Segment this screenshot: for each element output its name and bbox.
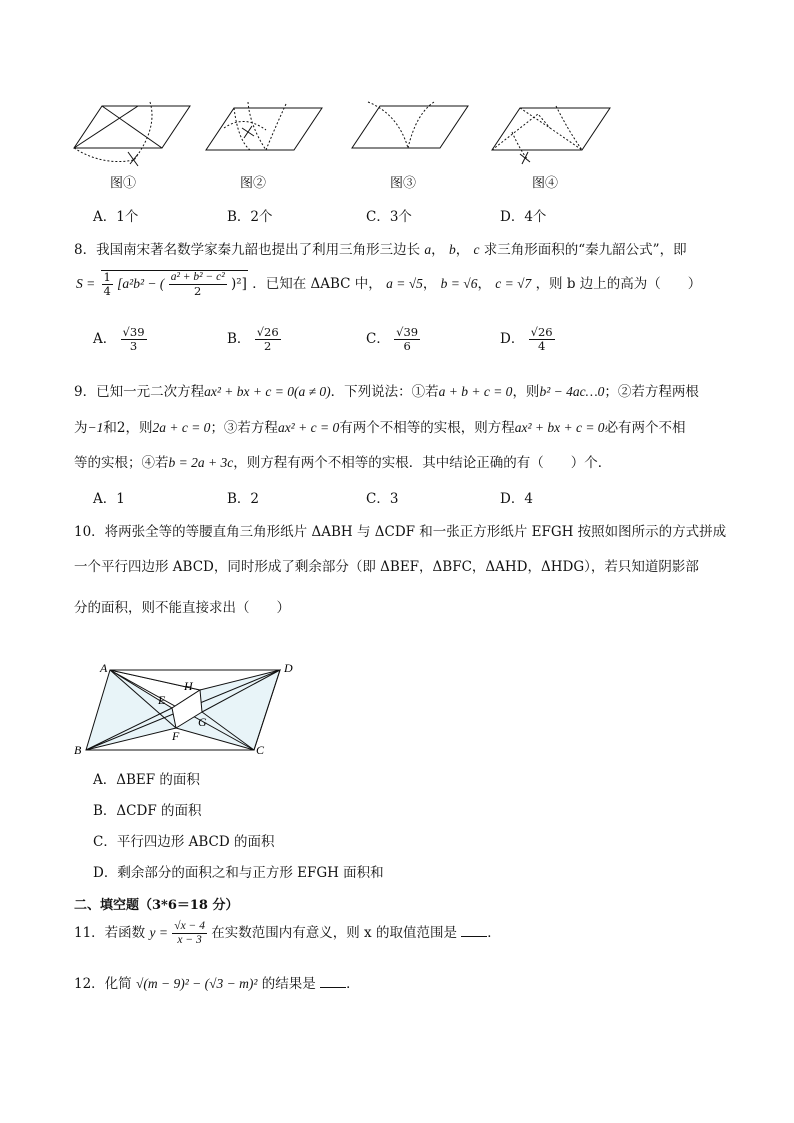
q7-option-b: B．2个: [227, 209, 273, 225]
q7-caption-4: 图④: [532, 176, 559, 191]
q8-option-c: C． $\frac{√39}{6}$: [366, 325, 419, 354]
q11-answer-blank[interactable]: [461, 924, 487, 937]
q7-caption-1: 图①: [110, 176, 137, 191]
q8-var-c: c: [473, 242, 480, 257]
q10-option-d: D．剩余部分的面积之和与正方形 EFGH 面积和: [93, 865, 384, 881]
q7-figure-1: [72, 100, 192, 170]
q8-formula-line: S = $\frac{1}{4}$ [a²b² − ( $\frac{\text{a² + b² − c²}}{2}$ )²] ．已知在 ΔABC 中， a = √5， b = √6， c = √7 ，则 b 边上的高为（ ）: [76, 270, 702, 299]
q10-line-1: 10．将两张全等的等腰直角三角形纸片 ΔABH 与 ΔCDF 和一张正方形纸片 EFGH 按照如图所示的方式拼成: [74, 524, 727, 540]
q8-option-d: D． $\frac{√26}{4}$: [500, 325, 553, 354]
q10-label-g: G: [198, 715, 207, 729]
q8-given: ．已知在 ΔABC 中，: [252, 276, 382, 293]
q10-line-3: 分的面积，则不能直接求出（ ）: [74, 600, 290, 616]
q11-line: 11．若函数 y = $\frac{√x - 4}{x - 3}$ 在实数范围内有意义，则 x 的取值范围是 ．: [74, 920, 501, 947]
q10-line-2: 一个平行四边形 ABCD，同时形成了剩余部分（即 ΔBEF，ΔBFC，ΔAHD，ΔHDG），若只知道阴影部: [74, 559, 699, 575]
q8-var-b: b: [448, 242, 456, 257]
q10-option-a: A．ΔBEF 的面积: [93, 772, 200, 788]
q7-figure-3: [350, 100, 470, 170]
q10-label-a: A: [100, 661, 108, 675]
q7-option-a: A．1个: [93, 209, 139, 225]
q8-var-a: a: [424, 242, 432, 257]
q7-figure-4: [490, 100, 614, 170]
q7-option-d: D．4个: [500, 209, 547, 225]
q9-option-b: B．2: [227, 491, 260, 507]
q10-label-d: D: [284, 661, 293, 675]
q8-a-value: a = √5: [386, 276, 423, 292]
q10-label-f: F: [172, 729, 180, 743]
q8-c-value: c = √7: [495, 276, 532, 292]
q8-text-2: 求三角形面积的“秦九韶公式”，即: [483, 242, 687, 258]
q8-formula-inner: $\frac{\text{a² + b² − c²}}{2}$: [170, 271, 225, 299]
q8-line-1: 8．我国南宋著名数学家秦九韶也提出了利用三角形三边长 a， b， c 求三角形面积的“秦九韶公式”，即: [74, 242, 687, 258]
q11-fraction: $\frac{√x - 4}{x - 3}$: [174, 920, 205, 947]
q8-formula-quarter: $\frac{1}{4}$: [103, 270, 111, 299]
q9-line-3: 等的实根；④若b = 2a + 3c，则方程有两个不相等的实根．其中结论正确的有（ ）个．: [74, 455, 612, 471]
q9-option-d: D．4: [500, 491, 533, 507]
q9-option-a: A．1: [93, 491, 125, 507]
q9-line-2: 为−1和2，则2a + c = 0；③若方程ax² + c = 0有两个不相等的实根，则方程ax² + bx + c = 0必有两个不相: [74, 420, 686, 436]
section-title: 二、填空题（3*6＝18 分）: [74, 898, 239, 913]
q10-label-c: C: [256, 743, 265, 757]
q8-b-value: b = √6: [440, 276, 478, 292]
q9-option-c: C．3: [366, 491, 399, 507]
q8-formula-root: $\frac{1}{4}$ [a²b² − ( $\frac{\text{a² + b² − c²}}{2}$ )²]: [101, 270, 248, 298]
q10-option-b: B．ΔCDF 的面积: [93, 803, 202, 819]
q10-label-e: E: [158, 693, 166, 707]
q8-text-1: 8．我国南宋著名数学家秦九韶也提出了利用三角形三边长: [74, 242, 421, 258]
q9-line-1: 9．已知一元二次方程ax² + bx + c = 0(a ≠ 0)．下列说法：①若a + b + c = 0，则b² − 4ac…0；②若方程两根: [74, 384, 699, 400]
q8-formula-prefix: S =: [76, 276, 96, 292]
q7-option-c: C．3个: [366, 209, 412, 225]
q8-ask: ，则 b 边上的高为（ ）: [535, 276, 702, 293]
q12-line: 12．化简 √(m − 9)² − (√3 − m)² 的结果是 ．: [74, 976, 360, 992]
q10-option-c: C．平行四边形 ABCD 的面积: [93, 834, 275, 850]
q8-option-a: A． $\frac{√39}{3}$: [93, 325, 145, 354]
q8-option-b: B． $\frac{√26}{2}$: [227, 325, 279, 354]
q7-caption-3: 图③: [390, 176, 417, 191]
q10-label-h: H: [184, 679, 193, 693]
q10-label-b: B: [74, 743, 82, 757]
q7-caption-2: 图②: [240, 176, 267, 191]
q7-figure-2: [204, 100, 324, 170]
q10-figure: [74, 660, 300, 760]
q12-answer-blank[interactable]: [320, 975, 346, 988]
